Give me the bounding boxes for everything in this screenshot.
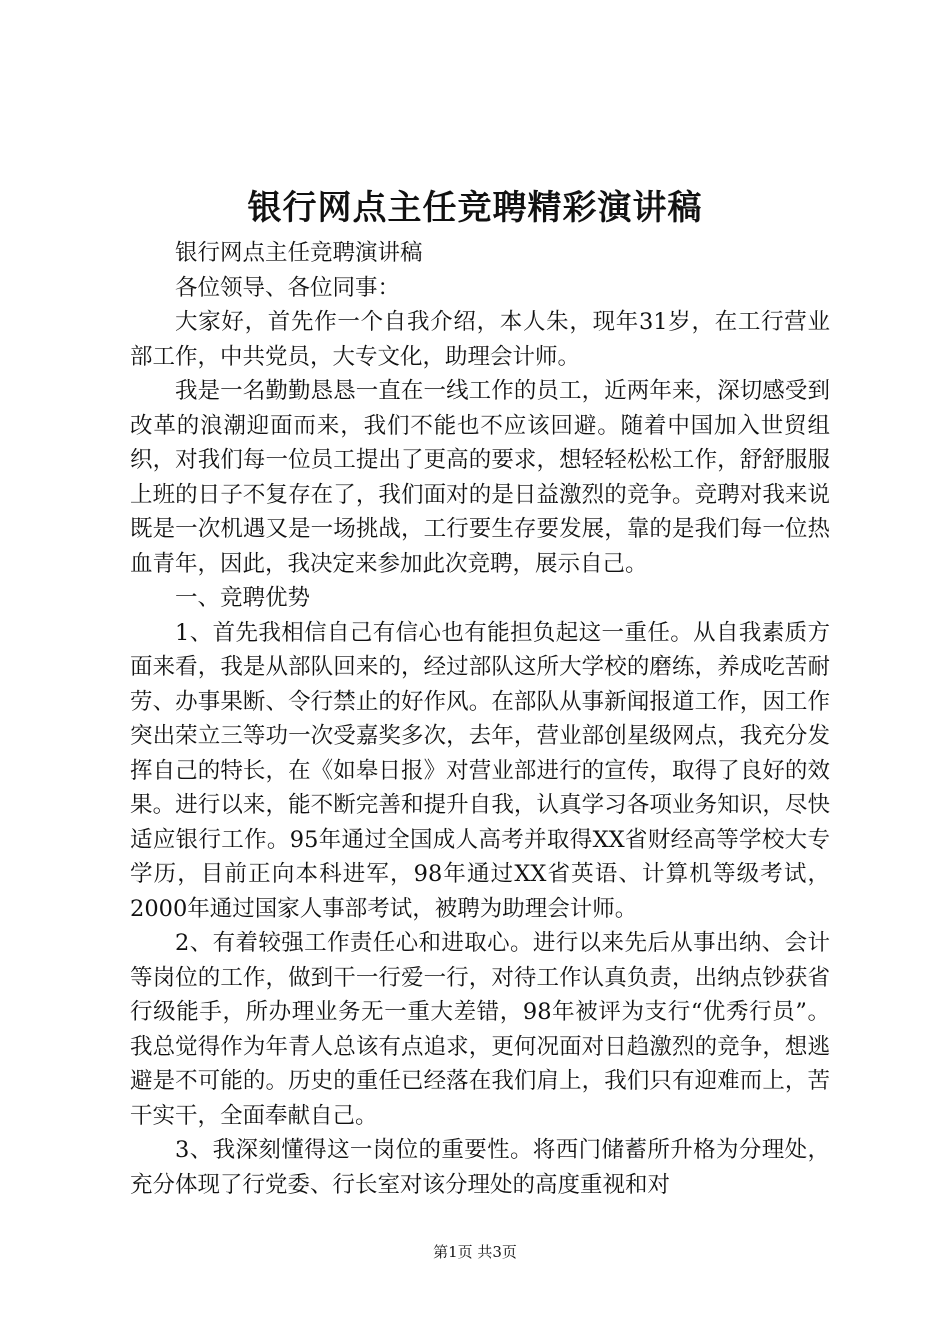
- paragraph-advantage-2: 2、有着较强工作责任心和进取心。进行以来先后从事出纳、会计等岗位的工作，做到干一行爱一行，对待工作认真负责，出纳点钞获省行级能手，所办理业务无一重大差错，98年被评为支行“优秀行员”。我总觉得作为年青人总该有点追求，更何况面对日趋激烈的竞争，想逃避是不可能的。历史的重任已经落在我们肩上，我们只有迎难而上，苦干实干，全面奉献自己。: [130, 930, 830, 1129]
- paragraph-advantage-1: 1、首先我相信自己有信心也有能担负起这一重任。从自我素质方面来看，我是从部队回来的，经过部队这所大学校的磨练，养成吃苦耐劳、办事果断、令行禁止的好作风。在部队从事新闻报道工作，因工作突出荣立三等功一次受嘉奖多次，去年，营业部创星级网点，我充分发挥自己的特长，在《如皋日报》对营业部进行的宣传，取得了良好的效果。进行以来，能不断完善和提升自我，认真学习各项业务知识，尽快适应银行工作。95年通过全国成人高考并取得XX省财经高等学校大专学历，目前正向本科进军，98年通过XX省英语、计算机等级考试，2000年通过国家人事部考试，被聘为助理会计师。: [130, 619, 830, 922]
- paragraph-advantage-3: 3、我深刻懂得这一岗位的重要性。将西门储蓄所升格为分理处，充分体现了行党委、行长室对该分理处的高度重视和对: [130, 1137, 830, 1198]
- document-body: [130, 236, 830, 1202]
- page-footer: 第1页 共3页: [433, 1243, 517, 1261]
- section-heading-advantages: 一、竞聘优势: [175, 585, 311, 611]
- paragraph-salutation: 各位领导、各位同事：: [175, 274, 401, 301]
- paragraph-introduction: 大家好，首先作一个自我介绍，本人朱，现年31岁，在工行营业部工作，中共党员，大专文化，助理会计师。: [130, 309, 830, 370]
- paragraph-motivation: 我是一名勤勤恳恳一直在一线工作的员工，近两年来，深切感受到改革的浪潮迎面而来，我们不能也不应该回避。随着中国加入世贸组织，对我们每一位员工提出了更高的要求，想轻轻松松工作，舒舒服服上班的日子不复存在了，我们面对的是日益激烈的竞争。竞聘对我来说既是一次机遇又是一场挑战，工行要生存要发展，靠的是我们每一位热血青年，因此，我决定来参加此次竞聘，展示自己。: [130, 378, 830, 577]
- page-title: 银行网点主任竞聘精彩演讲稿: [247, 188, 703, 228]
- paragraph-subtitle: 银行网点主任竞聘演讲稿: [175, 240, 423, 266]
